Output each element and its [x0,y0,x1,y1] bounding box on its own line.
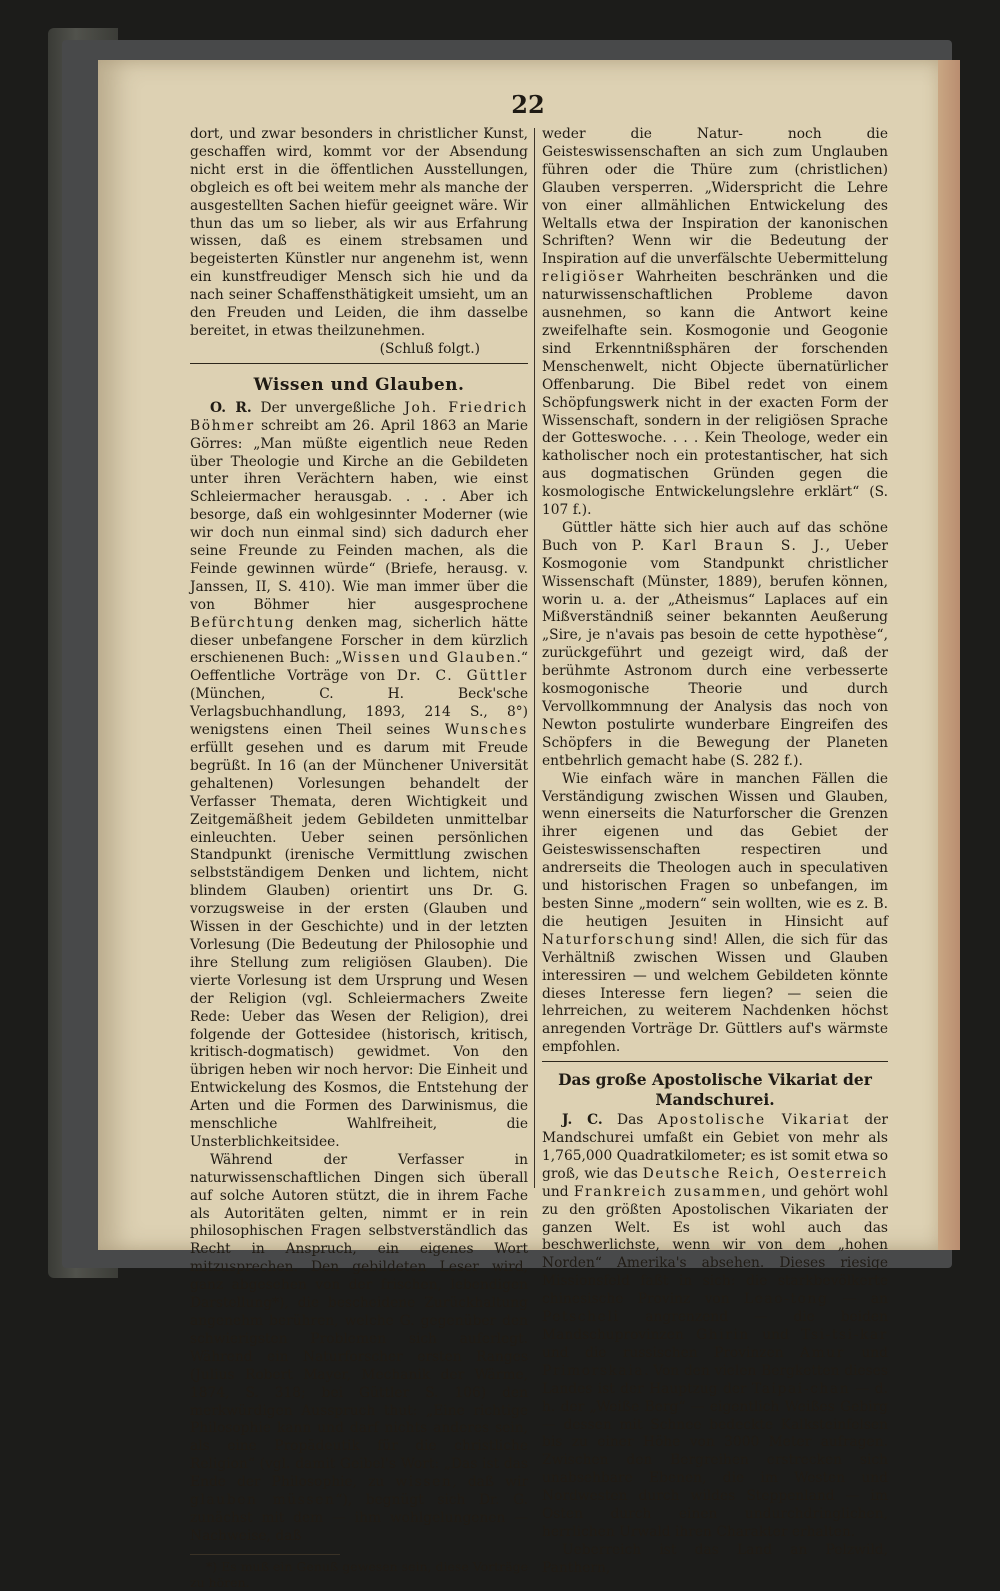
author-initials: O. R. [210,399,252,416]
article-paragraph: Während der Verfasser in naturwissenschaftlichen Dingen sich überall auf solche Autoren stützt, die in ihrem Fache als Autoritäten gelten, nimmt er in rein philosophischen Fragen selbstverständlich das Recht in Anspruch, ein eigenes Wort mitzusprechen. Den gebildeten Leser wird, ganz abgesehen von der frischen, lebendigen Darstellung*), die bescheidene Zurückhaltung angenehm berühren, welche G. gegenüber den schwierigsten Problemen sich auferlegt. Während ein Naturforscher ersten Ranges (Julius Robert Mayer, Mechanik der Wärme, 1874, S. 318; bei Güttler S. 106) den merkwürdigen Ausspruch thut: „Eine richtige Philosophie kann und darf nichts anderes sein, als eine Propädeutik für die christliche Religion“ (vgl. damit Geibel's Wort: „Das ist das Ende der Philosophie, zu wissen, daß wir glauben müssen“), begnügt sich Dr. G. zunächst mit dem — ihm wohlgelungenen — Nachweise, daß [190,1151,528,1544]
spaced-word: Apostolische Vikariat [657,1112,851,1129]
spaced-word: Wunsches [444,722,528,739]
article-paragraph: Wie einfach wäre in manchen Fällen die Verständigung zwischen Wissen und Glauben, wenn einerseits die Naturforscher die Grenzen ihrer eigenen und das Gebiet der Geisteswissenschaften respectiren und andrerseits die Theologen auch in speculativen und historischen Fragen so unbefangen, im besten Sinne „modern“ sein wollten, wie es z. B. die heutigen Jesuiten in Hinsicht auf Naturforschung sind! Allen, die sich für das Verhältniß zwischen Wissen und Glauben interessiren — und welchem Gebildeten könnte dieses Interesse fern liegen? — seien die lehrreichen, zu weiterem Nachdenken höchst anregenden Vorträge Dr. Güttlers auf's wärmste empfohlen. [542,770,888,1056]
spaced-word: glauben müssen [190,1492,336,1509]
author-name: Dr. C. Güttler [396,668,528,685]
spaced-word: Frankreich zusammen [573,1183,762,1200]
book-title: Wissen und Glauben [342,650,517,667]
place-name: Ghirin [696,1327,750,1343]
article-paragraph: Ueberreich ist das Land an Pelzwild, Panthern, [542,1541,888,1576]
page-edge [938,60,960,1250]
place-name: Primorskaia [542,1362,645,1379]
continuation-note: (Schluß folgt.) [379,340,480,357]
article-paragraph: weder die Natur- noch die Geisteswissenschaften an sich zum Unglauben führen oder die Thüre zum (christlichen) Glauben versperren. „Widerspricht die Lehre von einer allmählichen Entwickelung des Weltalls etwa der Inspiration der kanonischen Schriften? Wenn wir die Bedeutung der Inspiration auf die unverfälschte Uebermittelung religiöser Wahrheiten beschränken und die naturwissenschaftlichen Probleme davon ausnehmen, so kann die Antwort keine zweifelhafte sein. Kosmogonie und Geogonie sind Erkenntnißsphären der forschenden Menschenwelt, nicht Objecte übernatürlicher Offenbarung. Die Bibel redet von einem Schöpfungswerk nicht in der exacten Form der Wissenschaft, sondern in der religiösen Sprache der Gotteswoche. . . . Kein Theologe, weder ein katholischer noch ein protestantischer, hat sich aus dogmatischen Gründen gegen die kosmologische Entwickelungslehre erklärt“ (S. 107 f.). [542,126,888,519]
spaced-word: religiöser [542,269,625,286]
book-page [98,60,940,1590]
place-name: Taipai-chan [751,1380,851,1397]
spaced-name: P. Karl Braun S. J. [631,537,826,554]
section-divider [542,1061,888,1062]
place-name: Tsi-tsi-kar [801,1327,888,1343]
spaced-word: wissen [395,1474,453,1491]
footnote-rule [190,1554,340,1555]
article-heading-mandschurei: Das große Apostolische Vikariat der Mandschurei. [558,1070,872,1110]
page-number: 22 [511,90,545,119]
article-paragraph: Güttler hätte sich hier auch auf das schöne Buch von P. Karl Braun S. J., Ueber Kosmogonie vom Standpunkt christlicher Wissenschaft (Münster, 1889), berufen können, worin u. a. der „Atheismus“ Laplaces auf ein Mißverständniß seiner bekannten Aeußerung „Sire, je n'avais pas besoin de cette hypothèse“, zurückgeführt und gezeigt wird, daß der berühmte Astronom durch eine verbesserte kosmogonische Theorie und durch Vervollkommnung der Analysis das noch von Newton postulirte wunderbare Eingreifen des Schöpfers in die Bewegung der Planeten entbehrlich gemacht habe (S. 282 f.). [542,519,889,769]
column-divider [534,128,535,1188]
article-paragraph: O. R. Der unvergeßliche Joh. Friedrich Böhmer schreibt am 26. April 1863 an Marie Görres: „Man müßte eigentlich neue Reden über Theologie und Kirche an die Gebildeten unter ihren Verächtern haben, wie einst Schleiermacher herausgab. . . . Aber ich besorge, daß ein wohlgesinnter Moderner (wie wir doch nun einmal sind) sich dadurch eher seine Freunde zu Feinden machen, als die Feinde gewinnen würde“ (Briefe, herausg. v. Janssen, II, S. 410). Wie man immer über die von Böhmer hier ausgesprochene Befürchtung denken mag, sicherlich hätte dieser unbefangene Forscher in dem kürzlich erschienenen Buch: „Wissen und Glauben.“ Oeffentliche Vorträge von Dr. C. Güttler (München, C. H. Beck'sche Verlagsbuchhandlung, 1893, 214 S., 8°) wenigstens einen Theil seines Wunsches erfüllt gesehen und es darum mit Freude begrüßt. In 16 (an der Münchener Universität gehaltenen) Vorlesungen behandelt der Verfasser Themata, deren Wichtigkeit und Zeitgemäßheit jedem Gebildeten unmittelbar einleuchten. Ueber seinen persönlichen Standpunkt (irenische Vermittlung zwischen selbstständigem Denken und lichtem, nicht blindem Glauben) orientirt uns Dr. G. vorzugsweise in der ersten (Glauben und Wissen in der Geschichte) und in der letzten Vorlesung (Die Bedeutung der Philosophie und ihre Stellung zum religiösen Glauben). Die vierte Vorlesung ist dem Ursprung und Wesen der Religion (vgl. Schleiermachers Zweite Rede: Ueber das Wesen der Religion), drei folgende der Gottesidee (historisch, kritisch, kritisch-dogmatisch) gewidmet. Von den übrigen heben wir noch hervor: Die Einheit und Entwickelung des Kosmos, die Entstehung der Arten und die Formen des Darwinismus, die menschliche Wahlfreiheit, die Unsterblichkeitsidee. [190,399,528,1150]
spaced-word: Naturforschung [542,931,677,948]
author-initials: J. C. [562,1112,603,1129]
spaced-word: Deutsche Reich, Oesterreich [642,1165,888,1182]
place-name: Petscheli [542,1309,620,1326]
footnote: *) Es muß ein Genuß gewesen sein, diese Vorträge zu hören. [190,1558,528,1590]
spaced-word: Befürchtung [190,614,296,631]
article-paragraph: J. C. Das Apostolische Vikariat der Mandschurei umfaßt ein Gebiet von mehr als 1,765,000 Quadratkilometer; es ist somit etwa so groß, wie das Deutsche Reich, Oesterreich und Frankreich zusammen, und gehört wohl zu den größten Apostolischen Vikariaten der ganzen Welt. Es ist wohl auch das beschwerlichste, wenn wir von dem „hohen Norden“ Amerika's absehen. Dieses riesige Missionsfeld faßt in sich: die starkbevölkerte chinesische Provinz von Leao-tong — an Petscheli angrenzend — die beiden Mandschuprovinzen Ghirin und Tsi-tsi-kar und die russischen Provinzen Amur und Primorskaia. Von den vielen Bergketten dieses Landes ist der Hauptzug der Taipai-chan — d. h. der „Weiße Berg“ — eigentlich Weißes Gebirg — dessen mit Schnee bedeckte Kalksteinfelsen bis zu einer Höhe von 3000 Meter aufragen. Zwischen den Bergreihen erstrecken sich unabsehbare Ebenen, die im Westen und Nordwesten durch wildes Steppenland — im Osten durch einen undurchdringlichen, herrlichen Urwald ihren Charakter erhalten. [542,1112,889,1540]
section-divider [190,363,528,364]
spaced-name: Joh. Friedrich Böhmer [190,399,528,434]
left-paragraph-1: dort, und zwar besonders in christlicher Kunst, geschaffen wird, kommt vor der Absendung nicht erst in die öffentlichen Ausstellungen, obgleich es oft bei weitem mehr als manche der ausgestellten Sachen hiefür geeignet wäre. Wir thun das um so lieber, als wir aus Erfahrung wissen, daß es einem strebsamen und begeisterten Künstler nur angenehm ist, wenn ein kunstfreudiger Mensch sich hie und da nach seiner Schaffensthätigkeit umsieht, um an den Freuden und Leiden, die ihm dasselbe bereitet, in etwas theilzunehmen. [190,126,528,339]
article-heading-wissen-und-glauben: Wissen und Glauben. [253,374,465,395]
place-name: Leao-tong [743,1291,829,1308]
right-column [542,126,888,1578]
place-name: Amur [800,1344,845,1361]
left-column [190,126,528,1591]
